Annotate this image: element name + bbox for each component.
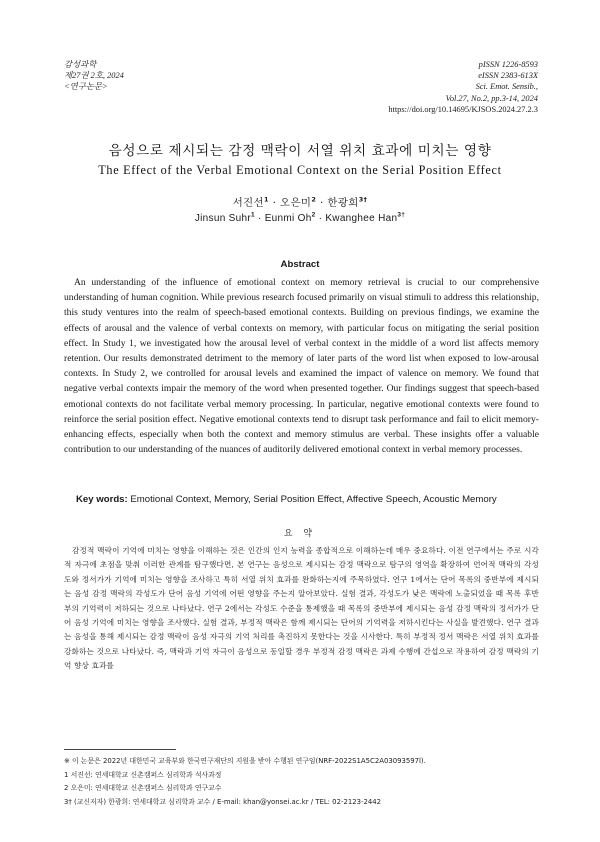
journal-header-right <box>388 59 538 115</box>
author-separator: · <box>272 197 277 209</box>
title-korean: 음성으로 제시되는 감정 맥락이 서열 위치 효과에 미치는 영향 <box>108 143 492 159</box>
authors-english <box>0 213 600 224</box>
author-affiliation-mark: 3† <box>358 195 368 204</box>
authors-korean <box>0 194 600 209</box>
author-separator: · <box>320 197 324 209</box>
author-separator: · <box>318 213 323 224</box>
abstract-text: An understanding of the influence of emotional context on memory retrieval is crucial to our comprehensive understanding of human cognition. While previous research focused primarily on visual stimuli to address this relationship, this study ventures into the realm of speech-based emotional contexts. Building on previous findings, we examine the effects of arousal and the valence of verbal contexts on memory, with particular focus on mitigating the serial position effect. In Study 1, we investigated how the arousal level of verbal context in the middle of a word list affects memory retention. Our results demonstrated detriment to the memory of later parts of the word list when exposed to low-arousal contexts. In Study 2, we controlled for arousal levels and examined the impact of valence on memory. We found that negative verbal contexts impair the memory of the word when presented together. Our findings suggest that speech-based emotional contexts do not facilitate verbal memory processing. In particular, negative emotional contexts were found to reinforce the serial position effect. Negative emotional contexts tend to disrupt task performance and fail to elicit memory-enhancing effects, especially when both the context and memory stimulus are verbal. These insights offer a valuable contribution to our understanding of the nuances of auditorily delivered emotional context in verbal memory processes. <box>64 277 539 456</box>
author-name: Kwanghee Han <box>325 213 398 224</box>
journal-volume-ko: 제27권 2호, 2024 <box>64 71 124 81</box>
abstract-heading: Abstract <box>280 259 320 270</box>
pissn: pISSN 1226-8593 <box>478 60 538 69</box>
korean-summary-text: 감정적 맥락이 기억에 미치는 영향을 이해하는 것은 인간의 인지 능력을 종합적으로 이해하는데 매우 중요하다. 이전 연구에서는 주로 시각적 자극에 초점을 맞춰 이러한 관계를 탐구했다면, 본 연구는 음성으로 제시되는 감정 맥락으로 탐구의 영역을 확장하여 언어적 맥락의 각성도와 정서가가 기억에 미치는 영향을 조사하고 특히 서열 위치 효과를 완화하는지에 주목하였다. 연구 1에서는 단어 목록의 중반부에 제시되는 음성 감정 맥락의 각성도가 단어 음성 기억에 어떤 영향을 주는지 알아보았다. 실험 결과, 각성도가 낮은 맥락에 노출되었을 때 목록 후반부의 기억력이 저하되는 것으로 나타났다. 연구 2에서는 각성도 수준을 통제했을 때 목록의 중반부에 제시되는 음성 감정 맥락의 정서가가 단어 음성 기억에 미치는 영향을 조사했다. 실험 결과, 부정적 맥락은 함께 제시되는 단어의 기억력을 저하시킨다는 사실을 발견했다. 연구 결과는 음성을 통해 제시되는 감정 맥락이 음성 자극의 기억 처리를 촉진하지 못한다는 것을 시사한다. 특히 부정적 정서 맥락은 서열 위치 효과를 강화하는 것으로 나타났다. 즉, 맥락과 기억 자극이 음성으로 동일할 경우 부정적 감정 맥락은 과제 수행에 간섭으로 작용하여 감정 맥락의 기억 향상 효과를 <box>64 546 539 671</box>
author-name: Jinsun Suhr <box>194 213 251 224</box>
author-affiliation-mark: 1 <box>250 211 255 219</box>
author-name: 서진선 <box>232 197 264 209</box>
article-type: <연구논문> <box>64 82 108 92</box>
journal-name-en: Sci. Emot. Sensib., <box>475 82 538 92</box>
title-english: The Effect of the Verbal Emotional Context on the Serial Position Effect <box>98 163 502 177</box>
footnote-author-2: 2 오은미: 연세대학교 신촌캠퍼스 심리학과 연구교수 <box>64 784 222 793</box>
author-affiliation-mark: 2 <box>311 195 317 204</box>
eissn: eISSN 2383-613X <box>478 71 538 81</box>
author-name: 한광희 <box>327 197 359 209</box>
keywords <box>76 494 546 505</box>
footnotes <box>64 755 544 809</box>
journal-name-ko: 감성과학 <box>64 60 97 69</box>
author-affiliation-mark: 2 <box>311 211 316 219</box>
keywords-label: Key words: <box>76 494 128 505</box>
volume-pages: Vol.27, No.2, pp.3-14, 2024 <box>445 93 538 103</box>
author-name: 오은미 <box>280 197 312 209</box>
keywords-text: Emotional Context, Memory, Serial Position Effect, Affective Speech, Acoustic Memory <box>130 494 497 505</box>
journal-header-left <box>64 59 124 93</box>
footnote-divider <box>64 749 176 750</box>
author-affiliation-mark: 3† <box>397 211 406 219</box>
korean-summary-heading: 요 약 <box>283 529 317 539</box>
footnote-author-1: 1 서진선: 연세대학교 신촌캠퍼스 심리학과 석사과정 <box>64 770 222 779</box>
author-separator: · <box>257 213 262 224</box>
footnote-funding: ※ 이 논문은 2022년 대한민국 교육부와 한국연구재단의 지원을 받아 수행된 연구임(NRF-2022S1A5C2A03093597l). <box>64 757 426 765</box>
author-name: Eunmi Oh <box>264 213 312 224</box>
author-affiliation-mark: 1 <box>264 195 269 204</box>
doi-link[interactable]: https://doi.org/10.14695/KJSOS.2024.27.2.3 <box>388 104 538 114</box>
footnote-corresponding-author: 3† (교신저자) 한광희: 연세대학교 심리학과 교수 / E-mail: khan@yonsei.ac.kr / TEL: 02-2123-2442 <box>64 797 381 806</box>
